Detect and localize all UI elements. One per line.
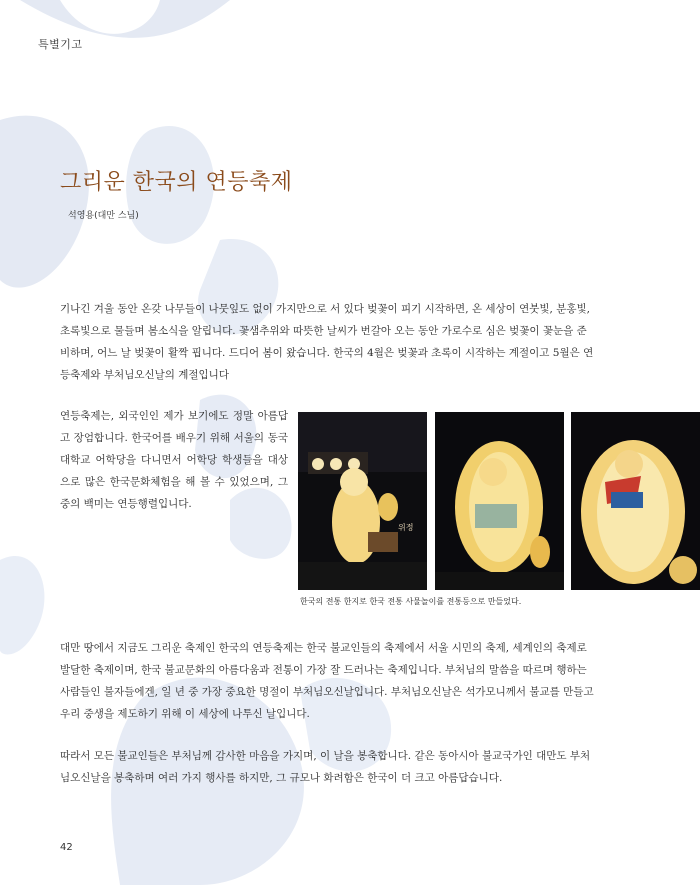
photo-sign-text: 위정 [398,523,414,532]
paragraph-comparison: 따라서 모든 불교인들은 부처님께 감사한 마음을 가지며, 이 날을 봉축합니다. 같은 동아시아 불교국가인 대만도 부처님오신날을 봉축하며 여러 가지 행사를 하지만, 그 규모나 화려함은 한국이 더 크고 아름답습니다. [60,750,591,784]
paragraph-festival-history: 대만 땅에서 지금도 그리운 축제인 한국의 연등축제는 한국 불교인들의 축제에서 서울 시민의 축제, 세계인의 축제로 발달한 축제이며, 한국 불교문화의 아름다움과 전통이 가장 잘 드러나는 축제입니다. 부처님의 말씀을 따르며 행하는 사람들인 불자들에겐, 일 년 중 가장 중요한 명절이 부처님오신날입니다. 부처님오신날은 석가모니께서 불교를 만들고 우리 중생을 제도하기 위해 이 세상에 나투신 날입니다. [60,642,594,720]
lantern-photo-1 [298,412,427,590]
section-label: 특별기고 [38,38,83,51]
page-number: 42 [60,842,73,853]
paragraph-lantern-festival: 연등축제는, 외국인인 제가 보기에도 정말 아름답고 장엄합니다. 한국어를 배우기 위해 서울의 동국대학교 어학당을 다니면서 어학당 학생들을 대상으로 많은 한국문화체험을 해 볼 수 있었으며, 그 중의 백미는 연등행렬입니다. [60,410,288,510]
paragraph-intro: 기나긴 겨울 동안 온갖 나무들이 나뭇잎도 없이 가지만으로 서 있다 벚꽃이 피기 시작하면, 온 세상이 연붓빛, 분홍빛, 초록빛으로 물들며 봄소식을 알립니다. 꽃샘추위와 따뜻한 날씨가 번갈아 오는 동안 가로수로 심은 벚꽃이 꽃눈을 준비하며, 어느 날 벚꽃이 활짝 핍니다. 드디어 봄이 왔습니다. 한국의 4월은 벚꽃과 초록이 시작하는 계절이고 5월은 연등축제와 부처님오신날의 계절입니다 [60,303,594,381]
article-title: 그리운 한국의 연등축제 [60,170,293,195]
photo-caption: 한국의 전통 한지로 한국 전통 사물놀이를 전통등으로 만들었다. [300,597,522,606]
lantern-photo-2 [435,412,564,590]
article-byline: 석영용(대만 스님) [68,211,139,221]
lantern-photo-3 [571,412,700,590]
